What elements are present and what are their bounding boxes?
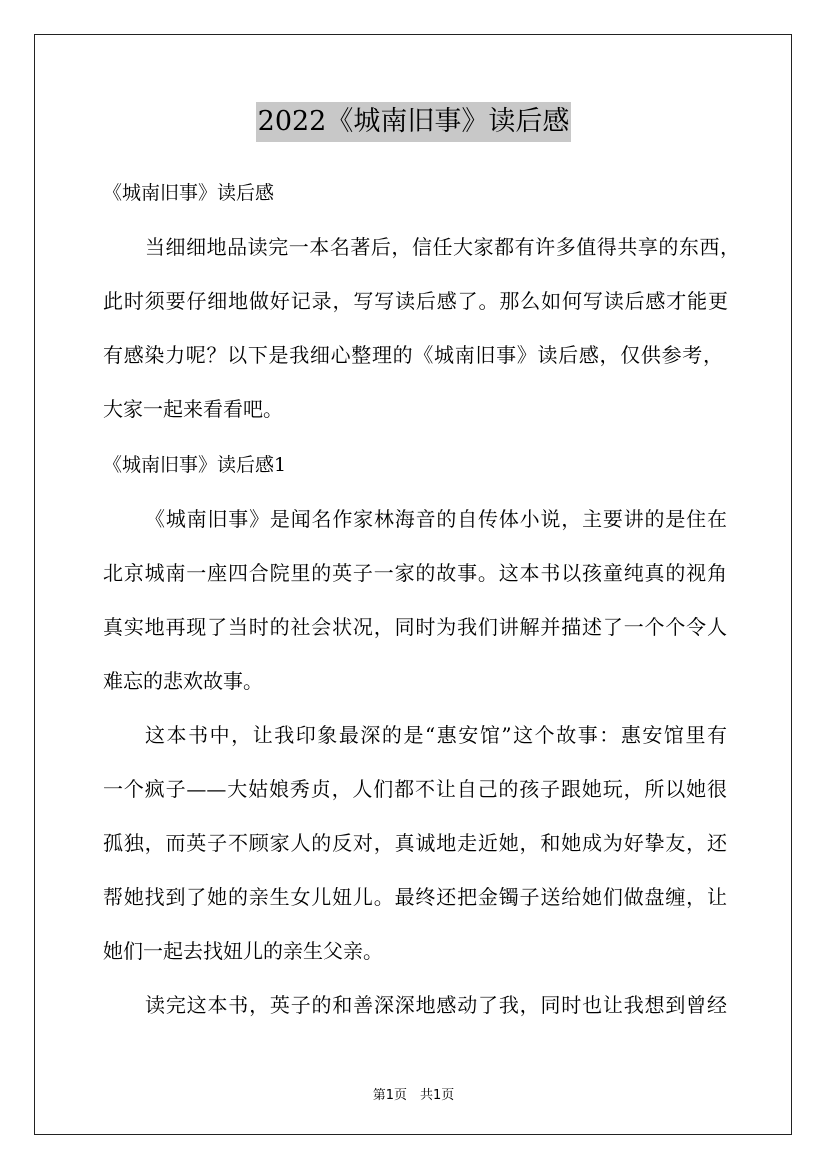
paragraph-line: 大家一起来看看吧。 — [103, 397, 283, 421]
paragraph-line: 她们一起去找妞儿的亲生父亲。 — [103, 939, 383, 963]
paragraph-line: 一个疯子——大姑娘秀贞，人们都不让自己的孩子跟她玩，所以她很 — [103, 777, 727, 801]
paragraph-line: 真实地再现了当时的社会状况，同时为我们讲解并描述了一个个令人 — [103, 615, 727, 639]
page-number: 第1页 共1页 — [372, 1088, 455, 1103]
paragraph-line: 孤独，而英子不顾家人的反对，真诚地走近她，和她成为好挚友，还 — [103, 831, 727, 855]
section-heading: 《城南旧事》读后感1 — [103, 454, 287, 476]
section-heading: 《城南旧事》读后感 — [103, 182, 275, 204]
paragraph-line: 当细细地品读完一本名著后，信任大家都有许多值得共享的东西， — [145, 235, 740, 259]
paragraph-line: 帮她找到了她的亲生女儿妞儿。最终还把金镯子送给她们做盘缠，让 — [103, 885, 727, 909]
paragraph-line: 《城南旧事》是闻名作家林海音的自传体小说，主要讲的是住在 — [145, 507, 727, 531]
paragraph-line: 难忘的悲欢故事。 — [103, 669, 263, 693]
paragraph-line: 北京城南一座四合院里的英子一家的故事。这本书以孩童纯真的视角 — [103, 561, 727, 585]
document-title: 2022《城南旧事》读后感 — [256, 102, 572, 142]
paragraph-line: 这本书中，让我印象最深的是“惠安馆”这个故事：惠安馆里有 — [145, 723, 727, 747]
paragraph-line: 有感染力呢？以下是我细心整理的《城南旧事》读后感，仅供参考， — [103, 343, 723, 367]
paragraph-line: 此时须要仔细地做好记录，写写读后感了。那么如何写读后感才能更 — [103, 289, 728, 313]
paragraph-line: 读完这本书，英子的和善深深地感动了我，同时也让我想到曾经 — [145, 993, 727, 1017]
title-container — [0, 102, 827, 142]
